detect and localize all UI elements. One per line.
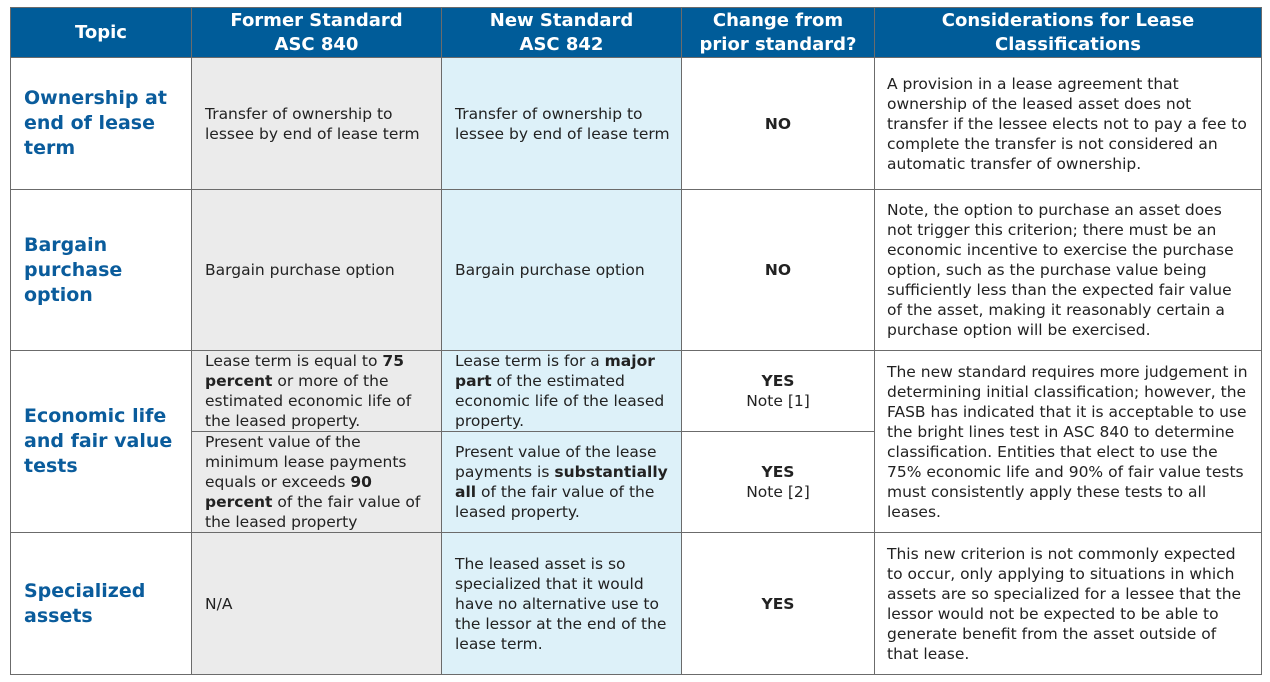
table-row-bargain bbox=[11, 190, 1262, 351]
header-new-line1: New Standard bbox=[489, 9, 634, 31]
change-cell bbox=[682, 351, 875, 432]
change-cell: NO bbox=[682, 58, 875, 190]
former-standard-cell: N/A bbox=[192, 533, 442, 675]
header-former-standard bbox=[192, 8, 442, 58]
change-value: YES bbox=[761, 372, 795, 390]
new-text-bold: substantially all bbox=[455, 463, 668, 501]
header-former-line1: Former Standard bbox=[230, 9, 403, 31]
header-change-line2: prior standard? bbox=[699, 33, 857, 55]
former-text-bold: 75 percent bbox=[205, 352, 404, 390]
former-text-post: of the fair value of the leased property bbox=[205, 493, 421, 531]
topic-cell: Ownership at end of lease term bbox=[11, 58, 192, 190]
consideration-cell: The new standard requires more judgement in determining initial classification; however, the FASB has indicated that it is acceptable to use the bright lines test in ASC 840 to determine classification. Entities that elect to use the 75% economic life and 90% of fair value tests must consistently apply these tests to all leases. bbox=[875, 351, 1262, 533]
header-consid-line2: Classifications bbox=[995, 33, 1141, 55]
topic-cell: Economic life and fair value tests bbox=[11, 351, 192, 533]
former-standard-cell: Bargain purchase option bbox=[192, 190, 442, 351]
new-standard-cell: Transfer of ownership to lessee by end of lease term bbox=[442, 58, 682, 190]
new-standard-cell bbox=[442, 432, 682, 533]
header-new-standard bbox=[442, 8, 682, 58]
consideration-cell: Note, the option to purchase an asset does not trigger this criterion; there must be an economic incentive to exercise the purchase option, such as the purchase value being sufficiently less than the expected fair value of the asset, making it reasonably certain a purchase option will be exercised. bbox=[875, 190, 1262, 351]
new-text-bold: major part bbox=[455, 352, 655, 390]
header-topic-label: Topic bbox=[75, 21, 127, 43]
change-note: Note [2] bbox=[746, 483, 810, 501]
table-row-ownership bbox=[11, 58, 1262, 190]
change-cell bbox=[682, 432, 875, 533]
table-row-specialized bbox=[11, 533, 1262, 675]
new-standard-cell: The leased asset is so specialized that it would have no alternative use to the lessor at the end of the lease term. bbox=[442, 533, 682, 675]
new-text-pre: Present value of the lease payments is bbox=[455, 443, 657, 481]
new-text-post: of the estimated economic life of the leased property. bbox=[455, 372, 665, 430]
consideration-cell: A provision in a lease agreement that ownership of the leased asset does not transfer if the lessee elects not to pay a fee to complete the transfer is not considered an automatic transfer of ownership. bbox=[875, 58, 1262, 190]
change-note: Note [1] bbox=[746, 392, 810, 410]
header-considerations bbox=[875, 8, 1262, 58]
header-topic bbox=[11, 8, 192, 58]
topic-cell: Specialized assets bbox=[11, 533, 192, 675]
new-text-post: of the fair value of the leased property. bbox=[455, 483, 655, 521]
former-text-pre: Lease term is equal to bbox=[205, 352, 383, 370]
change-value: YES bbox=[761, 463, 795, 481]
new-standard-cell: Bargain purchase option bbox=[442, 190, 682, 351]
former-text-bold: 90 percent bbox=[205, 473, 372, 511]
consideration-cell: This new criterion is not commonly expected to occur, only applying to situations in which assets are so specialized for a lessee that the lessor would not be expected to be able to generate benefit from the asset outside of that lease. bbox=[875, 533, 1262, 675]
header-change-line1: Change from bbox=[712, 9, 844, 31]
header-row bbox=[11, 8, 1262, 58]
header-new-line2: ASC 842 bbox=[519, 33, 604, 55]
new-text-pre: Lease term is for a bbox=[455, 352, 605, 370]
former-standard-cell bbox=[192, 351, 442, 432]
header-consid-line1: Considerations for Lease bbox=[941, 9, 1195, 31]
former-standard-cell: Transfer of ownership to lessee by end of lease term bbox=[192, 58, 442, 190]
former-text-post: or more of the estimated economic life of the leased property. bbox=[205, 372, 412, 430]
header-former-line2: ASC 840 bbox=[274, 33, 359, 55]
lease-classification-table bbox=[10, 7, 1262, 675]
topic-cell: Bargain purchase option bbox=[11, 190, 192, 351]
former-text-pre: Present value of the minimum lease payments equals or exceeds bbox=[205, 433, 407, 491]
new-standard-cell bbox=[442, 351, 682, 432]
former-standard-cell bbox=[192, 432, 442, 533]
change-cell: YES bbox=[682, 533, 875, 675]
change-cell: NO bbox=[682, 190, 875, 351]
header-change bbox=[682, 8, 875, 58]
table-row-economic-life bbox=[11, 351, 1262, 432]
